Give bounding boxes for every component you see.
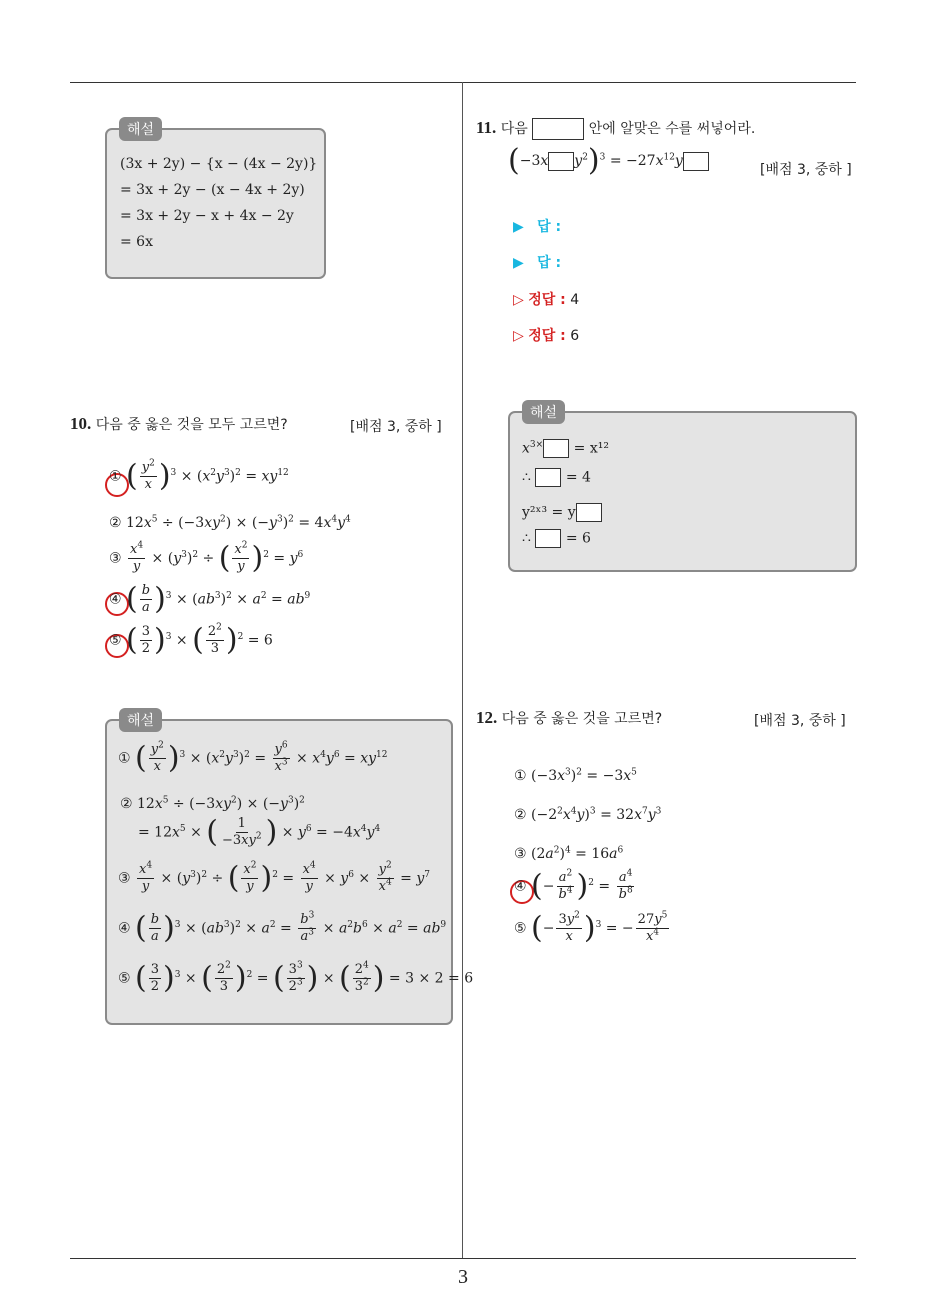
q12-option-5[interactable]: ⑤ (− $\frac{3y^2}{x}$ )$^3$ = − $\frac{27y^5}{x^4}$ bbox=[514, 910, 668, 946]
q10-option-4[interactable]: ④ ( $\frac{b}{a}$ )$^3 \times (ab^3)^2 \times a^2 = ab^9$ bbox=[109, 581, 311, 617]
q12-text: 다음 중 옳은 것을 고르면? bbox=[501, 711, 663, 727]
q11-correct-1: ▷ 정답 : 4 bbox=[513, 292, 580, 308]
q11-text-after: 안에 알맞은 수를 써넣어라. bbox=[588, 121, 756, 137]
q11-expression: (−3x $y^2)^3 = -27x^{12}y$ bbox=[508, 146, 709, 176]
q10-number: 10. bbox=[70, 414, 92, 433]
q10-option-2[interactable]: ② $12x^5 \div (-3xy^2) \times (-y^3)^2 = 4x^4y^4$ bbox=[109, 514, 351, 531]
q11-correct-2: ▷ 정답 : 6 bbox=[513, 328, 580, 344]
q11-text-before: 다음 bbox=[500, 121, 528, 137]
q12-score: [배점 3, 중하 ] bbox=[754, 713, 846, 729]
q11-explain-2: ∴ = 4 bbox=[522, 469, 591, 486]
q10-explain-4: ④ ( $\frac{b}{a}$ )$^3 \times (ab^3)^2 \times a^2$ = $\frac{b^3}{a^3}$ × $a^2b^6 \times a^2 = ab^9$ bbox=[118, 910, 447, 946]
explain-line-3: = 3x + 2y − x + 4x − 2y bbox=[120, 208, 294, 224]
q10-title bbox=[70, 414, 288, 434]
q11-answer-2[interactable]: ▶ 답 : bbox=[513, 255, 562, 271]
q10-option-5[interactable]: ⑤ ( $\frac{3}{2}$ )$^3$ × ( $\frac{2^2}{3}$ )$^2$ = 6 bbox=[109, 622, 273, 658]
column-divider bbox=[462, 82, 463, 1258]
blank-box[interactable] bbox=[683, 152, 709, 171]
explanation-tag: 해설 bbox=[119, 708, 162, 732]
q11-score: [배점 3, 중하 ] bbox=[760, 162, 852, 178]
q10-score: [배점 3, 중하 ] bbox=[350, 419, 442, 435]
play-icon: ▶ bbox=[513, 255, 524, 271]
blank-box bbox=[535, 529, 561, 548]
q10-option-1[interactable]: ① ( $\frac{y^2}{x}$ )$^3 \times (x^2y^3)^2 = xy^{12}$ bbox=[109, 458, 289, 494]
q11-explain-4: ∴ = 6 bbox=[522, 530, 591, 547]
q11-answer-1[interactable]: ▶ 답 : bbox=[513, 219, 562, 235]
q12-option-1[interactable]: ① $(-3x^3)^2 = -3x^5$ bbox=[514, 767, 637, 784]
explain-line-4: = 6x bbox=[120, 234, 153, 250]
q11-explain-1: $x^{3\times} = x^{12}$ bbox=[522, 439, 609, 457]
outline-play-icon: ▷ bbox=[513, 292, 524, 308]
blank-box bbox=[532, 118, 584, 140]
top-rule bbox=[70, 82, 856, 83]
blank-box[interactable] bbox=[548, 152, 574, 171]
explain-line-2: = 3x + 2y − (x − 4x + 2y) bbox=[120, 182, 305, 198]
blank-box bbox=[535, 468, 561, 487]
play-icon: ▶ bbox=[513, 219, 524, 235]
q12-title bbox=[476, 708, 662, 728]
blank-box bbox=[543, 439, 569, 458]
bottom-rule bbox=[70, 1258, 856, 1259]
q11-title bbox=[476, 118, 755, 140]
blank-box bbox=[576, 503, 602, 522]
outline-play-icon: ▷ bbox=[513, 328, 524, 344]
q11-explain-3: y²ˣ³ = y bbox=[522, 503, 602, 522]
q10-explain-2b: = $12x^5$ × ( $\frac{1}{-3xy^2}$ ) × $y^6 = -4x^4y^4$ bbox=[138, 814, 381, 850]
q10-explain-5: ⑤ ( $\frac{3}{2}$ )$^3$ × ( $\frac{2^2}{3}$ )$^2$ = ( $\frac{3^3}{2^3}$ ) × ( $\frac{2^4}{3^2}$ ) = 3 × 2 = 6 bbox=[118, 960, 474, 996]
q10-explain-3: ③ $\frac{x^4}{y}$ × $(y^3)^2$ ÷ ( $\frac{x^2}{y}$ )$^2$ = $\frac{x^4}{y}$ × $y^6$ × $\frac{y^2}{x^4}$ = $y^7$ bbox=[118, 860, 430, 896]
q12-number: 12. bbox=[476, 708, 498, 727]
q11-number: 11. bbox=[476, 118, 497, 137]
q10-option-3[interactable]: ③ $\frac{x^4}{y}$ × $(y^3)^2$ ÷ ( $\frac{x^2}{y}$ )$^2 = y^6$ bbox=[109, 540, 304, 576]
explanation-box-q9 bbox=[105, 122, 326, 279]
q12-option-2[interactable]: ② $(-2^2x^4y)^3 = 32x^7y^3$ bbox=[514, 806, 662, 823]
explain-line-1: (3x + 2y) − {x − (4x − 2y)} bbox=[120, 156, 318, 172]
q10-text: 다음 중 옳은 것을 모두 고르면? bbox=[95, 417, 288, 433]
q10-explain-2a: ② $12x^5 \div (-3xy^2) \times (-y^3)^2$ bbox=[120, 795, 305, 812]
q10-explain-1: ① ( $\frac{y^2}{x}$ )$^3 \times (x^2y^3)^2$ = $\frac{y^6}{x^3}$ × $x^4y^6 = xy^{12}$ bbox=[118, 740, 388, 776]
q12-option-3[interactable]: ③ $(2a^2)^4 = 16a^6$ bbox=[514, 845, 624, 862]
explanation-tag: 해설 bbox=[522, 400, 565, 424]
q12-option-4[interactable]: ④ (− $\frac{a^2}{b^4}$ )$^2$ = $\frac{a^4}{b^8}$ bbox=[514, 868, 633, 904]
page-number: 3 bbox=[458, 1266, 468, 1288]
explanation-tag: 해설 bbox=[119, 117, 162, 141]
